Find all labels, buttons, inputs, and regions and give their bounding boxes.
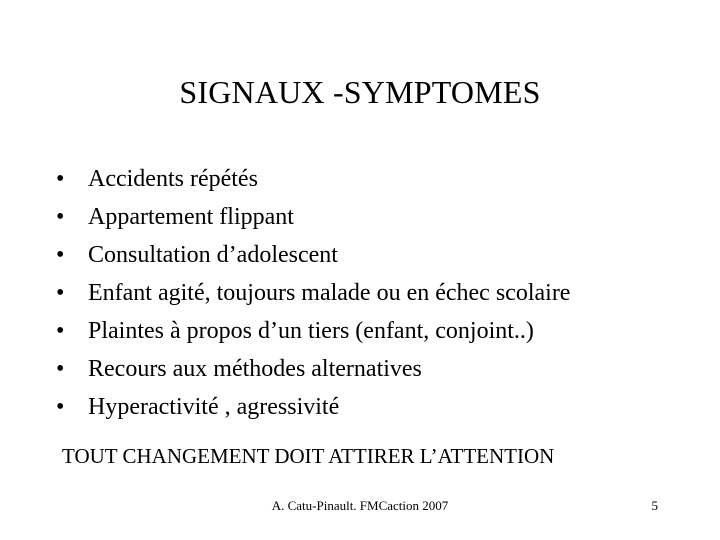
attention-callout: TOUT CHANGEMENT DOIT ATTIRER L’ATTENTION: [62, 444, 555, 468]
list-item: [56, 198, 570, 236]
list-item: [56, 236, 570, 274]
bullet-icon: •: [56, 204, 65, 230]
bullet-icon: •: [56, 166, 65, 192]
bullet-text: Accidents répétés: [88, 166, 258, 192]
bullet-text: Enfant agité, toujours malade ou en échec scolaire: [88, 280, 571, 306]
bullet-icon: •: [56, 356, 65, 382]
list-item: [56, 160, 570, 198]
slide-title: SIGNAUX -SYMPTOMES: [179, 74, 541, 110]
bullet-list: [56, 160, 570, 426]
bullet-text: Consultation d’adolescent: [88, 242, 338, 268]
bullet-text: Recours aux méthodes alternatives: [88, 356, 422, 382]
bullet-icon: •: [56, 280, 65, 306]
list-item: [56, 274, 570, 312]
bullet-icon: •: [56, 318, 65, 344]
page-number: 5: [651, 498, 658, 513]
bullet-text: Appartement flippant: [88, 204, 294, 230]
footer-credit: A. Catu-Pinault. FMCaction 2007: [271, 498, 449, 513]
bullet-icon: •: [56, 394, 65, 420]
list-item: [56, 350, 570, 388]
list-item: [56, 312, 570, 350]
bullet-text: Plaintes à propos d’un tiers (enfant, conjoint..): [88, 318, 534, 344]
list-item: [56, 388, 570, 426]
bullet-icon: •: [56, 242, 65, 268]
bullet-text: Hyperactivité , agressivité: [88, 394, 340, 420]
